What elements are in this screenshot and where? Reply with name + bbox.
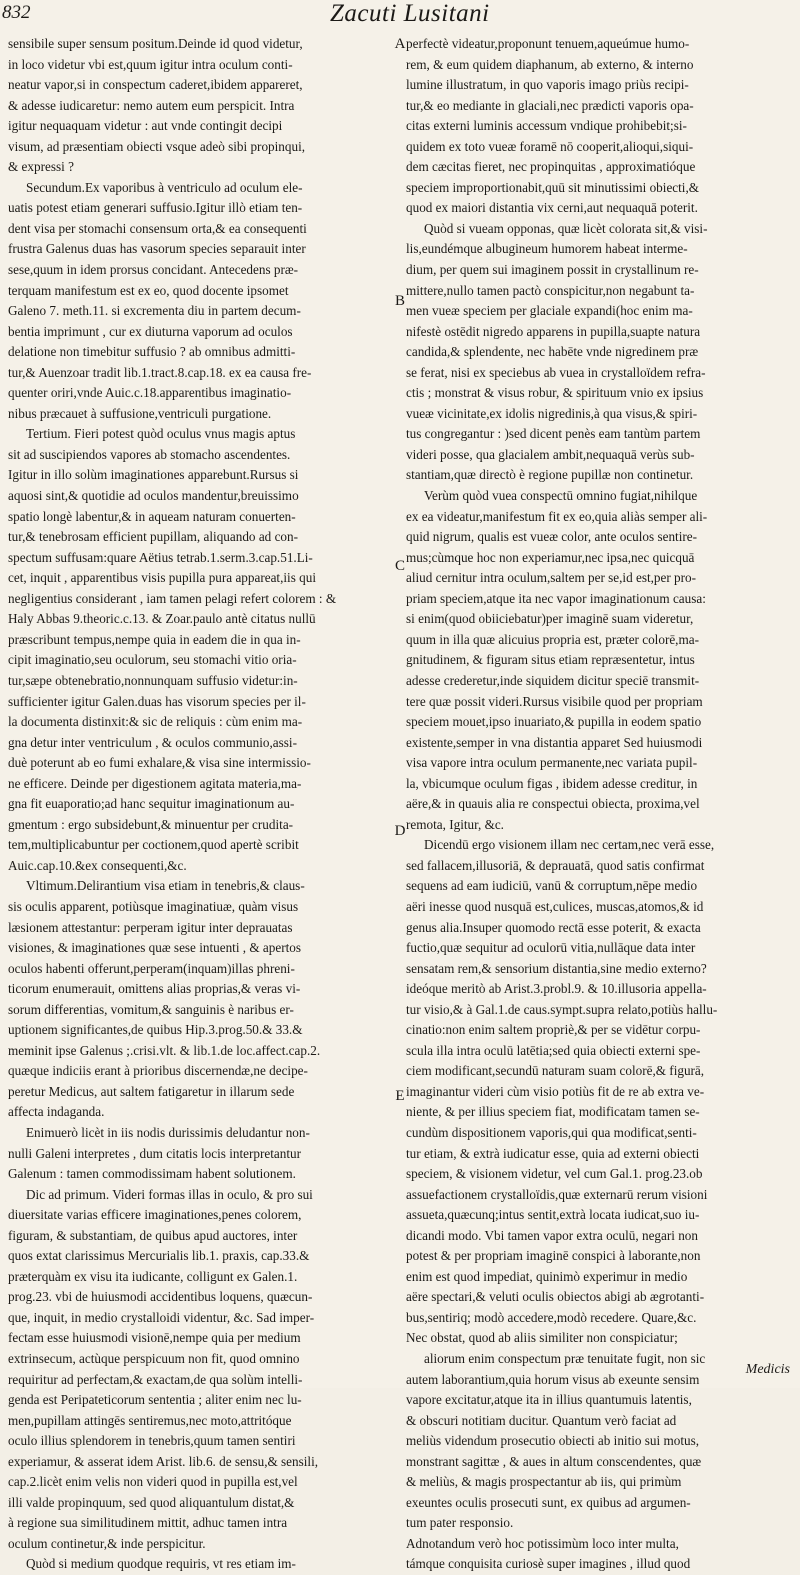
- text-line: dium, per quem sui imaginem possit in crystallinum re-: [406, 262, 699, 278]
- text-line: Vltimum.Delirantium visa etiam in tenebris,& claus-: [26, 878, 305, 894]
- text-line: dent visa per stomachi consensum orta,& ea consequenti: [8, 220, 307, 236]
- text-line: bentia imprimunt , cur ex diuturna vaporum ad oculos: [8, 323, 293, 339]
- text-line: delatione non timebitur suffusio ? ab omnibus admitti-: [8, 344, 296, 360]
- text-line: tur etiam, & extrà iudicatur esse, quia ad externi obiecti: [406, 1145, 700, 1161]
- text-line: scula illa intra oculū latētia;sed quia obiecti externi spe-: [406, 1042, 701, 1058]
- right-text-column: [406, 34, 792, 1575]
- text-line: visum, ad præsentiam obiecti vsque adeò sibi propinqui,: [8, 138, 306, 154]
- text-line: affecta indaganda.: [8, 1104, 105, 1120]
- text-line: tum pater responsio.: [406, 1515, 514, 1531]
- text-line: si enim(quod obiiciebatur)per imaginē suam videretur,: [406, 611, 694, 627]
- text-line: speciem mouet,ipso inuariato,& pupilla in eodem spatio: [406, 714, 702, 730]
- text-line: Adnotandum verò hoc potissimùm loco inter multa,: [406, 1535, 679, 1551]
- text-line: frustra Galenus duas has vasorum species separauit inter: [8, 241, 306, 257]
- text-line: in loco videtur vbi est,quum igitur intra oculum conti-: [8, 56, 293, 72]
- text-line: gnitudinem, & figuram situs etiam repræsentetur, intus: [406, 652, 695, 668]
- text-line: tur,sæpe obtenebratio,nonnunquam suffusio videtur:in-: [8, 672, 298, 688]
- text-line: dicandi modo. Vbi tamen vapor extra oculū, negari non: [406, 1227, 698, 1243]
- text-line: candida,& splendente, nec habēte vnde nigredinem præ: [406, 344, 699, 360]
- text-line: aëre,& in quauis alia re conspectui obiecta, proxima,vel: [406, 796, 700, 812]
- text-line: nibus præcauet à suffusione,ventriculi purgatione.: [8, 405, 272, 421]
- text-line: sis oculis apparent, potiùsque imaginatiuæ, quàm visus: [8, 898, 299, 914]
- text-line: aquosi sint,& quotidie ad oculos mandentur,breuissimo: [8, 488, 299, 504]
- text-line: que, inquit, in medio crystalloidi videntur, &c. Sad imper-: [8, 1309, 315, 1325]
- text-line: men,pupillam attingēs sentiremus,nec moto,attritóque: [8, 1412, 292, 1428]
- text-line: duè poterunt ab eo fumi exhalare,& visa sine intermissio-: [8, 755, 311, 771]
- text-line: cipit imaginatio,seu oculorum, seu stomachi vitio oria-: [8, 652, 297, 668]
- text-line: Haly Abbas 9.theoric.c.13. & Zoar.paulo antè citatus nullū: [8, 611, 316, 627]
- text-line: spectum suffusam:quare Aëtius tetrab.1.serm.3.cap.51.Li-: [8, 549, 313, 565]
- text-line: monstrant sagittæ , & aues in altum conscendentes, quæ: [406, 1453, 702, 1469]
- text-line: adesse crederetur,inde siquidem dicitur speciē transmit-: [406, 672, 700, 688]
- margin-marker-c: C: [394, 558, 405, 574]
- text-line: vapore excitatur,atque ita in illius quantumuis latentis,: [406, 1392, 692, 1408]
- text-line: figuram, & substantiam, de quibus apud auctores, inter: [8, 1227, 298, 1243]
- text-line: quæque indiciis erant à prioribus discernendæ,ne decipe-: [8, 1063, 308, 1079]
- text-line: igitur nequaquam videtur : aut vnde contingit decipi: [8, 118, 283, 134]
- text-line: tus congregantur : )sed dicent penès eam tantùm partem: [406, 426, 701, 442]
- text-line: Auic.cap.10.&ex consequenti,&c.: [8, 857, 187, 873]
- text-line: Quòd si medium quodque requiris, vt res etiam im-: [26, 1556, 296, 1572]
- text-line: & meliùs, & magis prospectantur ab iis, qui primùm: [406, 1474, 682, 1490]
- text-line: à regione sua similitudinem mittit, adhuc tamen intra: [8, 1515, 288, 1531]
- text-line: tur,& Auenzoar tradit lib.1.tract.8.cap.18. ex ea causa fre-: [8, 364, 312, 380]
- text-line: ctis ; monstrat & visus robur, & spirituum vnio ex ipsius: [406, 385, 704, 401]
- text-line: quidem ex toto vueæ foramē nō cooperit,alioqui,siqui-: [406, 138, 694, 154]
- text-line: Galeno 7. meth.11. si excrementa diu in partem decum-: [8, 303, 301, 319]
- text-line: tur,& tenebrosam efficient pupillam, aliquando ad con-: [8, 529, 298, 545]
- text-line: genus alia.Insuper quomodo rectā esse poterit, & exacta: [406, 919, 701, 935]
- text-line: præscribunt tempus,nempe quia in eadem die in qua in-: [8, 631, 301, 647]
- text-line: Nec obstat, quod ab aliis similiter non conspiciatur;: [406, 1330, 678, 1346]
- margin-marker-a: A: [394, 36, 406, 52]
- text-line: sensibile super sensum positum.Deinde id quod videtur,: [8, 36, 303, 51]
- text-line: sed fallacem,illusoriā, & deprauatā, quod satis confirmat: [406, 857, 705, 873]
- text-line: spatio longè labentur,& in aqueam naturam conuerten-: [8, 508, 296, 524]
- text-line: rem, & eum quidem diaphanum, ab externo, & interno: [406, 56, 694, 72]
- text-line: potest & per propriam imaginē conspici à laborante,non: [406, 1248, 701, 1264]
- text-line: illi valde propinquum, sed quod aliquantulum distat,&: [8, 1494, 295, 1510]
- text-line: præterquàm ex visu ita iudicante, colligunt ex Galen.1.: [8, 1268, 298, 1284]
- text-line: quid nigrum, qualis est vueæ color, ante oculos sentire-: [406, 529, 698, 545]
- text-line: Dic ad primum. Videri formas illas in oculo, & pro sui: [26, 1186, 313, 1202]
- text-line: meminit ipse Galenus ;.crisi.vlt. & lib.1.de loc.affect.cap.2.: [8, 1042, 321, 1058]
- text-line: prog.23. vbi de huiusmodi accidentibus loquens, quæcun-: [8, 1289, 313, 1305]
- text-line: la, vbicumque oculum figas , ibidem adesse creditur, in: [406, 775, 698, 791]
- text-line: meliùs videndum prosecutio obiecti ab initio sui motus,: [406, 1433, 700, 1449]
- text-line: terquam manifestum est ex eo, quod docente ipsomet: [8, 282, 289, 298]
- text-line: assueta,quæcunq;intus sentit,extrà locata iudicat,suo iu-: [406, 1207, 700, 1223]
- margin-marker-e: E: [395, 1088, 405, 1104]
- text-line: & adesse iudicaretur: nemo autem eum perspicit. Intra: [8, 97, 295, 113]
- text-line: autem laborantium,quia horum visus ab exeunte sensim: [406, 1371, 700, 1387]
- text-line: sufficienter igitur Galen.duas has visorum species per il-: [8, 693, 306, 709]
- text-line: Verùm quòd vuea conspectū omnino fugiat,nihilque: [424, 488, 698, 504]
- text-line: fuctio,quæ sequitur ad oculorū vitia,nullāque data inter: [406, 940, 696, 956]
- text-line: tur visio,& à Gal.1.de caus.sympt.supra relato,potiùs hallu-: [406, 1001, 718, 1017]
- text-line: aëre spectari,& veluti oculis obiectos abigi ab ægrotanti-: [406, 1289, 705, 1305]
- text-line: diuersitate varias efficere imaginationes,penes colorem,: [8, 1207, 302, 1223]
- catchword: Medicis: [745, 1362, 790, 1377]
- text-line: visa vapore intra oculum permanente,nec variata pupil-: [406, 755, 698, 771]
- text-line: quum in illa quæ alicuius propria est, præter colorē,ma-: [406, 631, 699, 647]
- text-line: requiritur ad perfectam,& exactam,de qua solùm intelli-: [8, 1371, 303, 1387]
- text-line: sese,quum in idem prorsus concidant. Antecedens præ-: [8, 262, 299, 278]
- text-line: dem cæcitas fieret, nec propinquitas , approximatióque: [406, 159, 696, 175]
- text-line: oculos habenti offerunt,perperam(inquam)illas phreni-: [8, 960, 295, 976]
- text-line: imaginantur videri cùm visio potiùs fit de re ab extra ve-: [406, 1083, 705, 1099]
- margin-marker-d: D: [394, 823, 406, 839]
- running-title: Zacuti Lusitani: [330, 0, 490, 27]
- text-line: ne efficere. Deinde per digestionem agitata materia,ma-: [8, 775, 302, 791]
- text-line: bus,sentiriq; modò accedere,modò recedere. Quare,&c.: [406, 1309, 697, 1325]
- page-number: 832: [2, 2, 31, 23]
- text-line: gna detur inter ventriculum , & oculos communio,assi-: [8, 734, 297, 750]
- text-line: vueæ vicinitate,ex idolis nigredinis,à qua visus,& spiri-: [406, 405, 698, 421]
- text-line: remota, Igitur, &c.: [406, 816, 504, 832]
- text-line: ideóque meritò ab Arist.3.probl.9. & 10.illusoria appella-: [406, 981, 707, 997]
- text-line: oculo illius splendorem in tenebris,quum tamen sentiri: [8, 1433, 296, 1449]
- text-line: Dicendū ergo visionem illam nec certam,nec verā esse,: [424, 837, 715, 853]
- text-line: & expressi ?: [8, 159, 74, 175]
- text-line: speciem improportionabit,quū sit minutissimi obiecti,&: [406, 179, 700, 195]
- text-line: aliorum enim conspectum præ tenuitate fugit, non sic: [424, 1351, 706, 1366]
- text-line: uptionem significantes,de quibus Hip.3.prog.50.& 33.&: [8, 1022, 303, 1038]
- text-line: & obscuri notitiam ducitur. Quantum verò faciat ad: [406, 1412, 677, 1428]
- text-line: quos extat clarissimus Mercurialis lib.1. praxis, cap.33.&: [8, 1248, 310, 1264]
- text-line: gmentum : ergo subsidebunt,& minuentur per crudita-: [8, 816, 294, 832]
- text-line: cinatio:non enim saltem propriè,& per se vidētur corpu-: [406, 1022, 701, 1038]
- text-line: ticorum enumerauit, omittens alias proprias,& veras vi-: [8, 981, 301, 997]
- text-line: cundùm dispositionem vaporis,qui qua modificat,senti-: [406, 1124, 697, 1140]
- text-line: neatur vapor,si in conspectum caderet,ibidem appareret,: [8, 77, 303, 93]
- text-line: speciem, & visionem videtur, vel cum Gal.1. prog.23.ob: [406, 1166, 703, 1182]
- text-line: citas externi luminis accessum vndique prohibebit;si-: [406, 118, 687, 134]
- text-line: perfectè videatur,proponunt tenuem,aqueúmue humo-: [406, 36, 690, 51]
- text-line: sensatam rem,& sensorium distantia,sine medio externo?: [406, 960, 707, 976]
- text-line: videri posse, qua glacialem ambit,nequaquā verùs sub-: [406, 446, 695, 462]
- text-line: sequens ad eam iudiciū, vanū & corruptum,nēpe medio: [406, 878, 698, 894]
- text-line: tem,multiplicabuntur per coctionem,quod apertè scribit: [8, 837, 299, 853]
- text-line: sit ad suscipiendos vapores ab stomacho ascendentes.: [8, 446, 291, 462]
- text-line: extrinsecum, actùque perspicuum non fit, quod omnino: [8, 1351, 300, 1366]
- text-line: mus;cùmque hoc non experiamur,nec ipsa,nec quicquā: [406, 549, 695, 565]
- text-line: nifestè ostēdit nigredo apparens in pupilla,suapte natura: [406, 323, 701, 339]
- left-text-column: [8, 34, 394, 1575]
- text-line: læsionem attestantur: perperam igitur inter deprauatas: [8, 919, 293, 935]
- text-line: oculum continetur,& inde perspicitur.: [8, 1535, 206, 1551]
- text-line: Igitur in illo solùm imaginationes apparebunt.Rursus si: [8, 467, 299, 483]
- text-line: negligentius considerant , iam tamen pelagi refert colorem : &: [8, 590, 337, 606]
- text-line: la documenta distinxit:& sic de reliquis : cùm enim ma-: [8, 714, 303, 730]
- text-line: se ferat, nisi ex speciebus ab vuea in crystalloïdem refra-: [406, 364, 706, 380]
- text-line: Tertium. Fieri potest quòd oculus vnus magis aptus: [26, 426, 296, 442]
- text-line: aëri inesse quod nusquā est,culices, muscas,atomos,& id: [406, 898, 704, 914]
- text-line: Enimuerò licèt in iis nodis durissimis deludantur non-: [26, 1124, 310, 1140]
- text-line: nulli Galeni interpretes , dum citatis locis interpretantur: [8, 1145, 301, 1161]
- text-line: niente, & per illius speciem fiat, modificatam tamen se-: [406, 1104, 700, 1120]
- text-line: támque conquisita curiosè super imagines , illud quod: [406, 1556, 691, 1572]
- text-line: mittere,nullo tamen pactò conspicitur,non negabunt ta-: [406, 282, 695, 298]
- text-line: quod ex maiori distantia vix cerni,aut nequaquā poterit.: [406, 200, 698, 216]
- text-line: tur,& eo mediante in glaciali,nec prædicti vaporis opa-: [406, 97, 694, 113]
- text-line: stantiam,quæ directò è regione pupillæ non continetur.: [406, 467, 694, 483]
- text-line: quenter oriri,vnde Auic.c.18.apparentibus imaginatio-: [8, 385, 292, 401]
- text-line: gna fit euaporatio;ad hanc sequitur imaginationum au-: [8, 796, 295, 812]
- text-line: visiones, & imaginationes quæ sese intuenti , & apertos: [8, 940, 302, 956]
- text-line: uatis potest etiam generari suffusio.Igitur illò etiam ten-: [8, 200, 303, 216]
- text-line: ex ea videatur,manifestum fit ex eo,quia aliàs semper ali-: [406, 508, 708, 524]
- text-line: sorum differentias, vomitum,& sanguinis è naribus er-: [8, 1001, 294, 1017]
- text-line: ciem modificant,secundū naturam suam colorē,& figurā,: [406, 1063, 705, 1079]
- text-line: exeuntes oculis prosecuti sunt, ex quibus ad argumen-: [406, 1494, 691, 1510]
- text-line: priam speciem,atque ita nec vapor imaginationum causa:: [406, 590, 706, 606]
- text-line: cet, inquit , apparentibus visis pupilla pura appareat,iis qui: [8, 570, 317, 586]
- text-line: experiamur, & asserat idem Arist. lib.6. de sensu,& sensili,: [8, 1453, 319, 1469]
- text-line: men vueæ speciem per glaciale expandi(hoc enim ma-: [406, 303, 693, 319]
- text-line: peretur Medicus, aut saltem fatigaretur in illarum sede: [8, 1083, 295, 1099]
- text-line: Secundum.Ex vaporibus à ventriculo ad oculum ele-: [26, 179, 303, 195]
- text-line: aliud cernitur intra oculum,saltem per se,id est,per pro-: [406, 570, 697, 586]
- text-line: fectam esse huiusmodi visionē,nempe quia per medium: [8, 1330, 301, 1346]
- text-line: Quòd si vueam opponas, quæ licèt colorata sit,& visi-: [424, 220, 708, 236]
- text-line: enim est quod impediat, quinimò experimur in medio: [406, 1268, 688, 1284]
- text-line: genda est Peripateticorum sententia ; aliter enim nec lu-: [8, 1392, 302, 1408]
- text-line: tere quæ possit videri.Rursus visibile quod per propriam: [406, 693, 703, 709]
- text-line: lumine illustratum, in quo vaporis imago priùs recipi-: [406, 77, 689, 93]
- text-line: Galenum : tamen commodissimam habent solutionem.: [8, 1166, 296, 1182]
- text-line: assuefactionem crystalloïdis,quæ externarū rerum visioni: [406, 1186, 708, 1202]
- margin-marker-b: B: [394, 293, 405, 309]
- text-line: lis,eundémque albugineum humorem habeat interme-: [406, 241, 688, 257]
- text-line: cap.2.licèt enim velis non videri quod in pupilla est,vel: [8, 1474, 298, 1490]
- text-line: existente,semper in vna distantia apparet Sed huiusmodi: [406, 734, 703, 750]
